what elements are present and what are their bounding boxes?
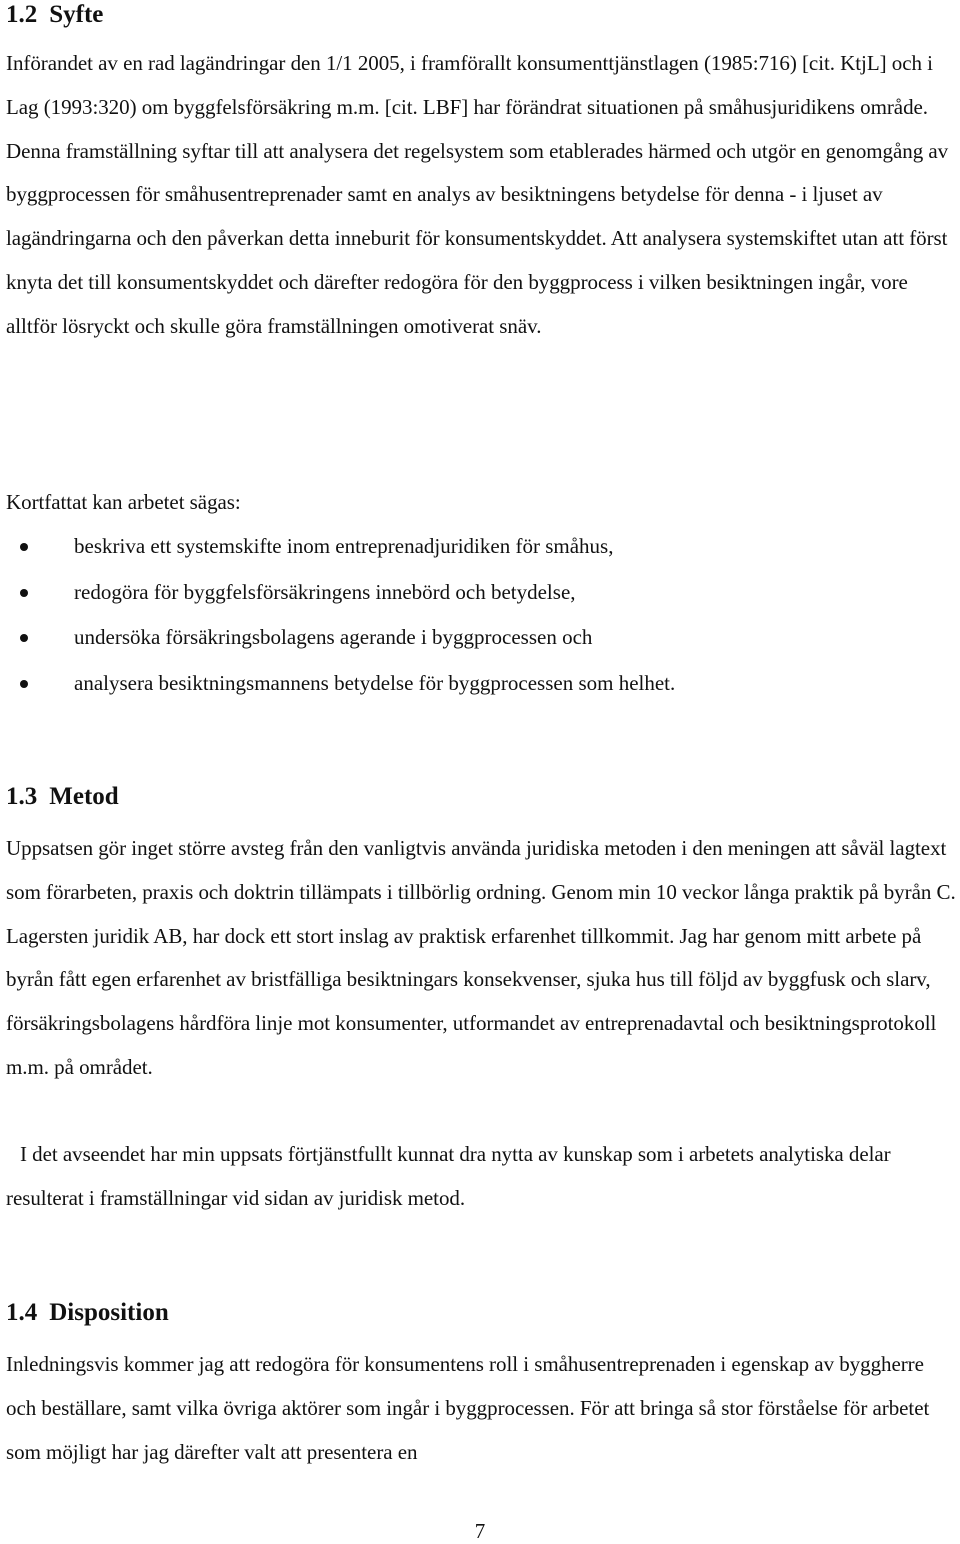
- syfte-paragraph: Införandet av en rad lagändringar den 1/1 2005, i framförallt konsumenttjänstlagen (1985:716) [cit. KtjL] och i Lag (1993:320) om byggfelsförsäkring m.m. [cit. LBF] har förändrat situationen på småhusjuridikens område. Denna framställning syftar till att analysera det regelsystem som etablerades härmed och utgör en genomgång av byggprocessen för småhusentreprenader samt en analys av besiktningens betydelse för denna - i ljuset av lagändringarna och den påverkan detta inneburit för konsumentskyddet. Att analysera systemskiftet utan att först knyta det till konsumentskyddet och därefter redogöra för den byggprocess i vilken besiktningen ingår, vore alltför lösryckt och skulle göra framställningen omotiverat snäv.: [6, 51, 949, 338]
- section-number: 1.2: [6, 1, 38, 28]
- list-item: redogöra för byggfelsförsäkringens innebörd och betydelse,: [0, 570, 958, 616]
- syfte-bullet-list: [0, 524, 958, 707]
- bullet-icon: [20, 589, 28, 597]
- section-title: Metod: [49, 783, 119, 810]
- section-heading-disposition: [6, 1298, 169, 1328]
- metod-paragraph: Uppsatsen gör inget större avsteg från den vanligtvis använda juridiska metoden i den meningen att såväl lagtext som förarbeten, praxis och doktrin tillämpats i tillbörlig ordning. Genom min 10 veckor långa praktik på byrån C. Lagersten juridik AB, har dock ett stort inslag av praktisk erfarenhet tillkommit. Jag har genom mitt arbete på byrån fått egen erfarenhet av bristfälliga besiktningars konsekvenser, sjuka hus till följd av byggfusk och slarv, försäkringsbolagens hårdföra linje mot konsumenter, utformandet av entreprenadavtal och besiktningsprotokoll m.m. på området.: [6, 836, 956, 1079]
- metod-paragraph-2: I det avseendet har min uppsats förtjänstfullt kunnat dra nytta av kunskap som i arbetets analytiska delar resulterat i framställningar vid sidan av juridisk metod.: [6, 1142, 891, 1210]
- section-number: 1.3: [6, 783, 38, 810]
- section-number: 1.4: [6, 1299, 38, 1326]
- disposition-paragraph: Inledningsvis kommer jag att redogöra för konsumentens roll i småhusentreprenaden i egenskap av byggherre och beställare, samt vilka övriga aktörer som ingår i byggprocessen. För att bringa så stor förståelse för arbetet som möjligt har jag därefter valt att presentera en: [6, 1352, 930, 1464]
- list-item: undersöka försäkringsbolagens agerande i byggprocessen och: [0, 615, 958, 661]
- bullet-icon: [20, 543, 28, 551]
- list-item: beskriva ett systemskifte inom entreprenadjuridiken för småhus,: [0, 524, 958, 570]
- section-title: Disposition: [49, 1299, 169, 1326]
- section-heading-syfte: [6, 0, 103, 30]
- section-title: Syfte: [49, 1, 104, 28]
- bullet-icon: [20, 634, 28, 642]
- page-number: 7: [474, 1519, 486, 1543]
- list-item: analysera besiktningsmannens betydelse för byggprocessen som helhet.: [0, 661, 958, 707]
- syfte-summary-intro: Kortfattat kan arbetet sägas:: [6, 490, 241, 514]
- bullet-icon: [20, 680, 28, 688]
- section-heading-metod: [6, 782, 119, 812]
